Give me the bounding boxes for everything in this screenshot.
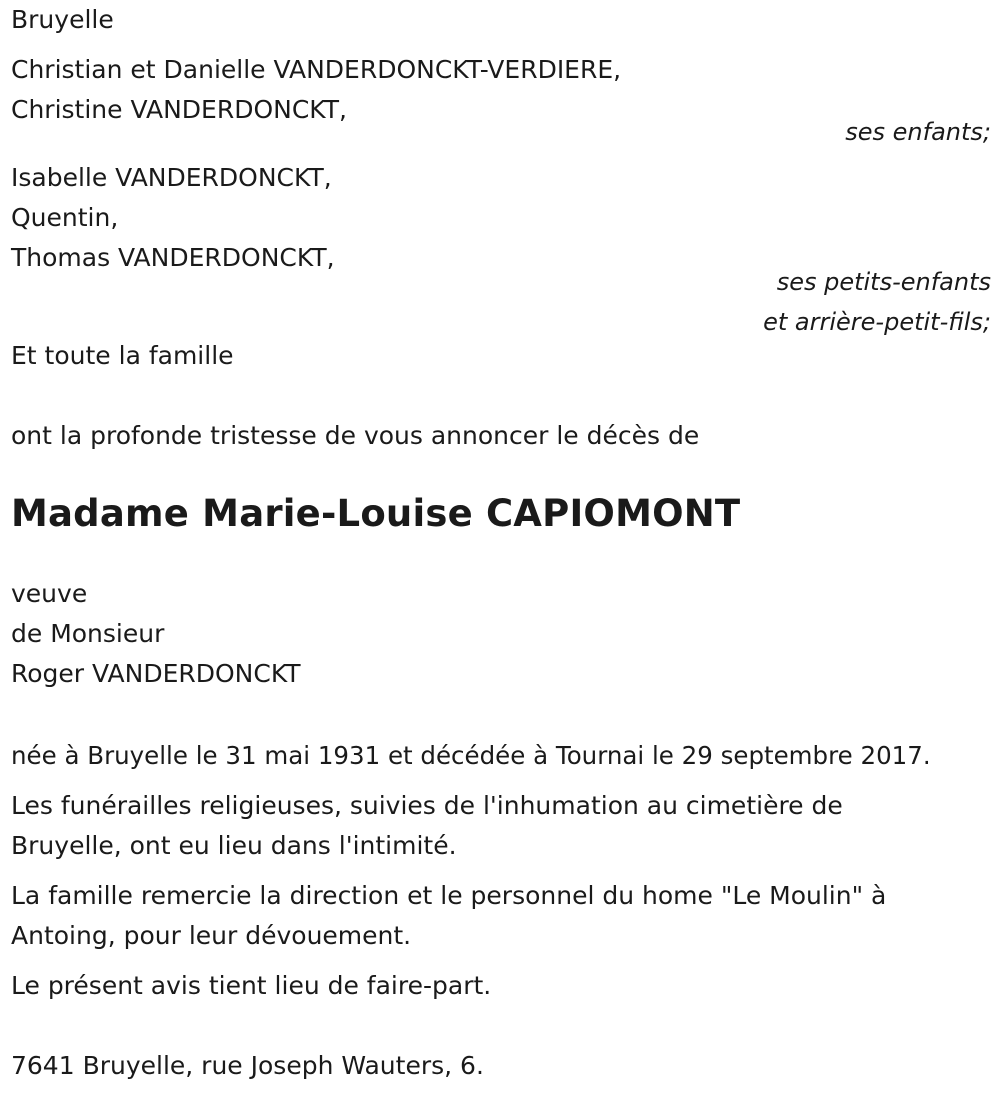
children-line-2: Christine VANDERDONCKT, [11, 95, 347, 124]
grandchildren-label-2: et arrière-petit-fils; [763, 308, 991, 336]
grandchild-line-2: Quentin, [11, 203, 119, 232]
place-heading: Bruyelle [11, 5, 114, 34]
family-line: Et toute la famille [11, 341, 234, 370]
grandchild-line-1: Isabelle VANDERDONCKT, [11, 163, 332, 192]
children-line-1: Christian et Danielle VANDERDONCKT-VERDIERE, [11, 55, 622, 84]
birth-death-line: née à Bruyelle le 31 mai 1931 et décédée à Tournai le 29 septembre 2017. [11, 741, 931, 770]
grandchildren-label-1: ses petits-enfants [776, 268, 991, 296]
obituary-notice [11, 0, 991, 1086]
thanks-line-1: La famille remercie la direction et le personnel du home "Le Moulin" à [11, 881, 887, 910]
address-line: 7641 Bruyelle, rue Joseph Wauters, 6. [11, 1051, 484, 1080]
funeral-line-2: Bruyelle, ont eu lieu dans l'intimité. [11, 831, 457, 860]
notice-line: Le présent avis tient lieu de faire-part. [11, 971, 492, 1000]
children-label: ses enfants; [845, 118, 991, 146]
deceased-name: Madame Marie-Louise CAPIOMONT [11, 492, 741, 535]
funeral-line-1: Les funérailles religieuses, suivies de l'inhumation au cimetière de [11, 791, 843, 820]
announcement-line: ont la profonde tristesse de vous annoncer le décès de [11, 421, 700, 450]
status-line-3: Roger VANDERDONCKT [11, 659, 301, 688]
thanks-line-2: Antoing, pour leur dévouement. [11, 921, 412, 950]
grandchild-line-3: Thomas VANDERDONCKT, [11, 243, 335, 272]
status-line-1: veuve [11, 579, 88, 608]
status-line-2: de Monsieur [11, 619, 165, 648]
